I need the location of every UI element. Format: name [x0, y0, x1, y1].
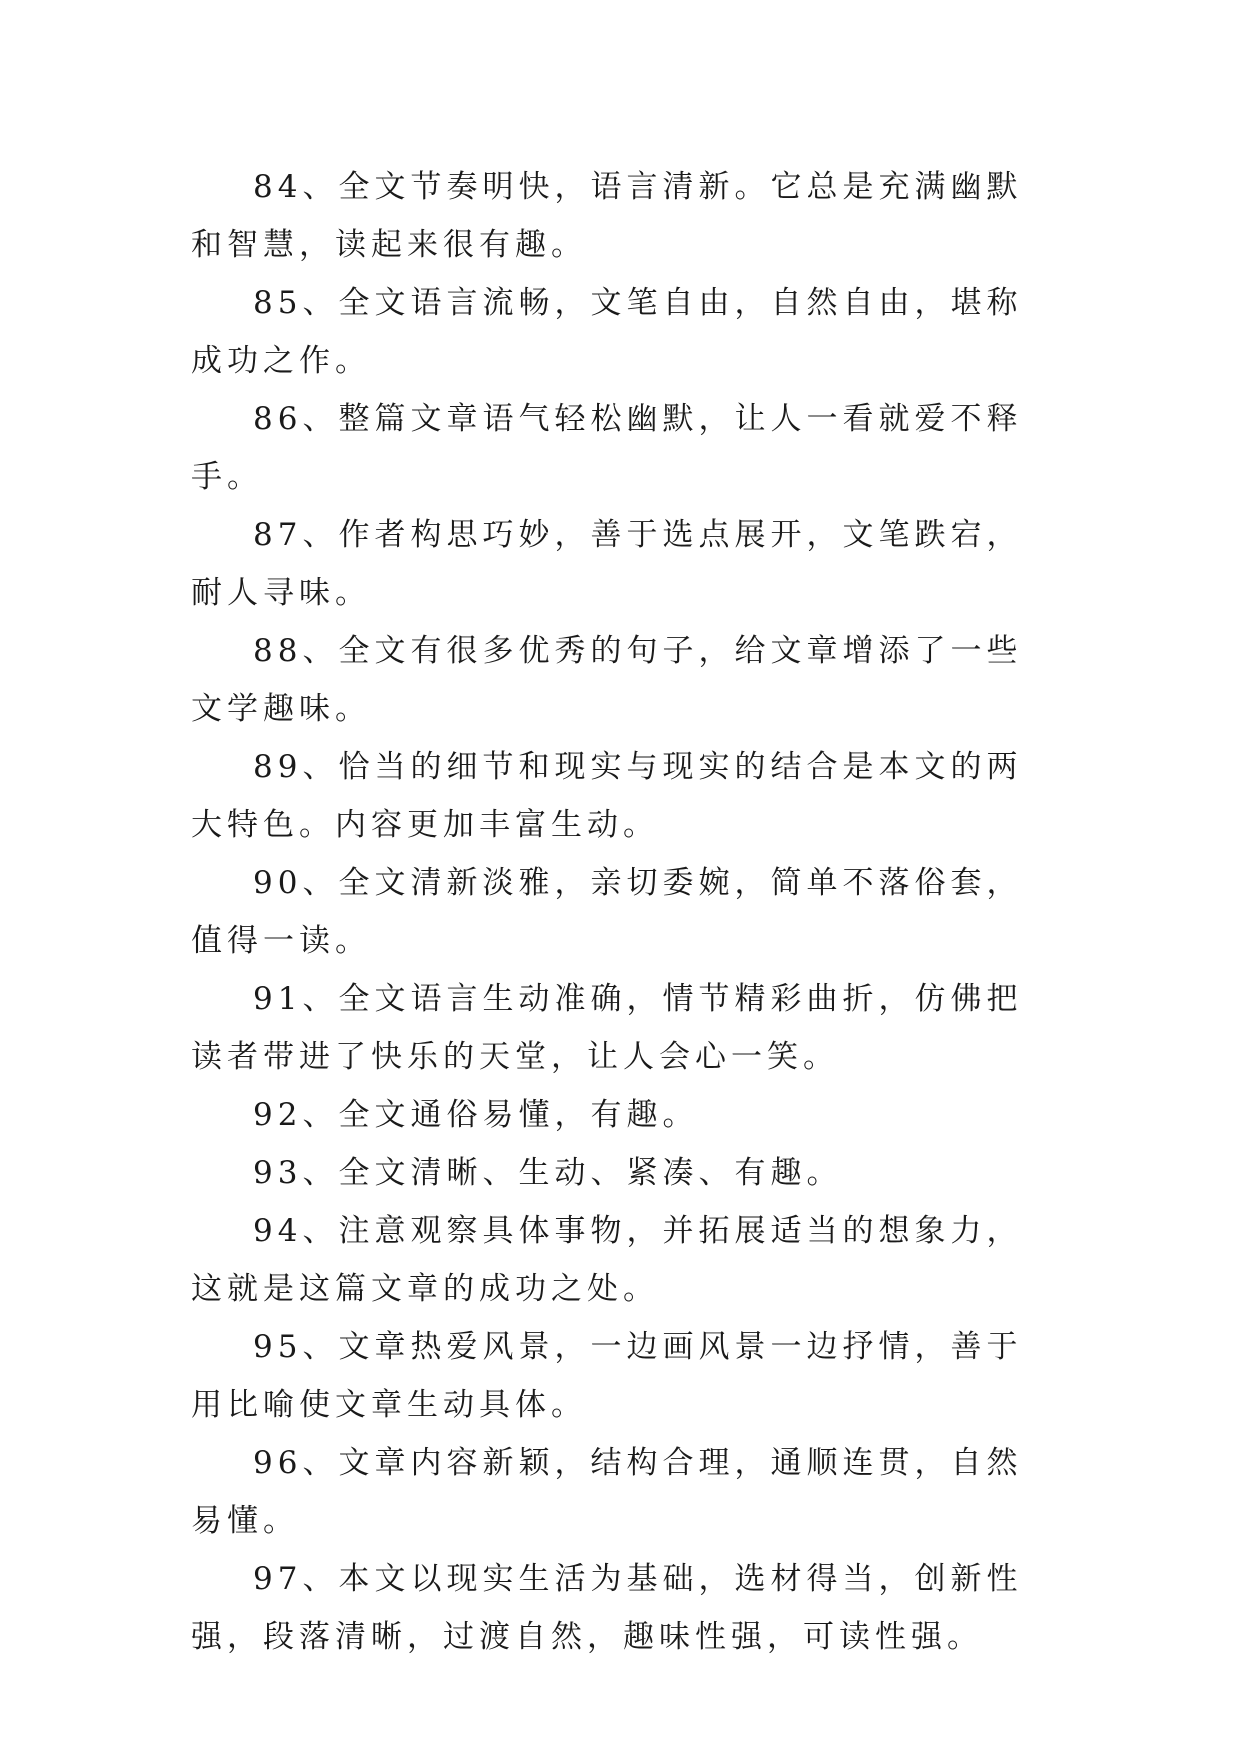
- paragraph-86: 86、整篇文章语气轻松幽默，让人一看就爱不释手。: [191, 401, 1023, 495]
- paragraph-87: 87、作者构思巧妙，善于选点展开，文笔跌宕，耐人寻味。: [191, 517, 1023, 611]
- paragraph-88: 88、全文有很多优秀的句子，给文章增添了一些文学趣味。: [191, 633, 1023, 727]
- paragraph-96: 96、文章内容新颖，结构合理，通顺连贯，自然易懂。: [191, 1445, 1023, 1539]
- paragraph-90: 90、全文清新淡雅，亲切委婉，简单不落俗套，值得一读。: [191, 865, 1023, 959]
- paragraph-89: 89、恰当的细节和现实与现实的结合是本文的两大特色。内容更加丰富生动。: [191, 749, 1023, 843]
- paragraph-95: 95、文章热爱风景，一边画风景一边抒情，善于用比喻使文章生动具体。: [191, 1329, 1023, 1423]
- paragraph-94: 94、注意观察具体事物，并拓展适当的想象力，这就是这篇文章的成功之处。: [191, 1213, 1023, 1307]
- paragraph-97: 97、本文以现实生活为基础，选材得当，创新性强，段落清晰，过渡自然，趣味性强，可读性强。: [191, 1561, 1023, 1655]
- document-body: [191, 158, 1051, 1666]
- paragraph-93: 93、全文清晰、生动、紧凑、有趣。: [253, 1155, 843, 1191]
- paragraph-85: 85、全文语言流畅，文笔自由，自然自由，堪称成功之作。: [191, 285, 1023, 379]
- paragraph-91: 91、全文语言生动准确，情节精彩曲折，仿佛把读者带进了快乐的天堂，让人会心一笑。: [191, 981, 1023, 1075]
- paragraph-84: 84、全文节奏明快，语言清新。它总是充满幽默和智慧，读起来很有趣。: [191, 169, 1023, 263]
- paragraph-92: 92、全文通俗易懂，有趣。: [253, 1097, 699, 1133]
